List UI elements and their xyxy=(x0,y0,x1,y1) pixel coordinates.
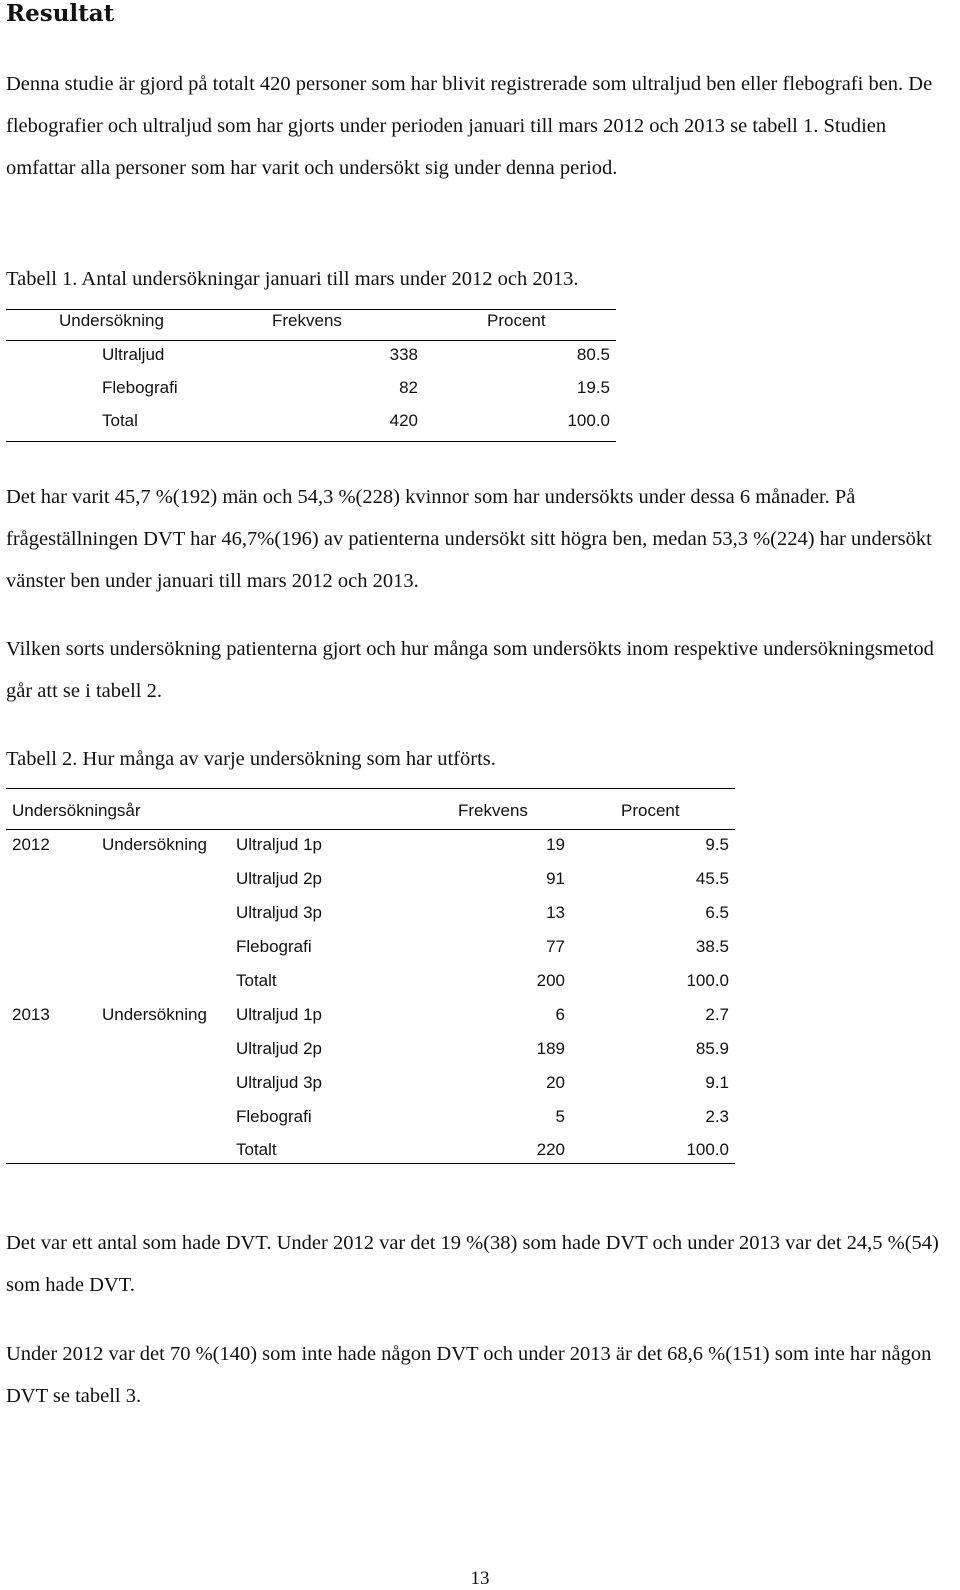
table2-cell-method: Ultraljud 1p xyxy=(236,1005,322,1024)
table2-cell-frekvens: 6 xyxy=(555,1005,565,1024)
table2-cell-method: Totalt xyxy=(236,1140,277,1159)
table2-cell-procent: 100.0 xyxy=(686,971,729,990)
table2-cell-year: 2012 xyxy=(12,835,50,854)
table2-cell-procent: 45.5 xyxy=(695,869,729,888)
table1-header-undersokning: Undersökning xyxy=(59,311,164,330)
table1-cell-frekvens: 420 xyxy=(389,411,418,430)
table2-cell-category: Undersökning xyxy=(102,1005,207,1024)
table2-cell-frekvens: 91 xyxy=(546,869,565,888)
table2-cell-year: 2013 xyxy=(12,1005,50,1024)
table1-header-procent: Procent xyxy=(487,311,546,330)
table2-cell-method: Totalt xyxy=(236,971,277,990)
table2-cell-frekvens: 200 xyxy=(536,971,565,990)
table1-top-rule xyxy=(6,309,616,310)
table1-cell-procent: 80.5 xyxy=(576,345,610,364)
dvt-paragraph: Det var ett antal som hade DVT. Under 2012 var det 19 %(38) som hade DVT och under 2013 var det 24,5 %(54) som hade DVT. xyxy=(6,1232,939,1296)
table2-top-rule xyxy=(6,788,735,789)
table2-cell-procent: 100.0 xyxy=(686,1140,729,1159)
table1-bottom-rule xyxy=(6,441,616,442)
table2-cell-procent: 9.1 xyxy=(705,1073,729,1092)
table2-header-procent: Procent xyxy=(621,801,680,820)
table2-header-frekvens: Frekvens xyxy=(458,801,528,820)
table2-cell-category: Undersökning xyxy=(102,835,207,854)
table2-cell-frekvens: 19 xyxy=(546,835,565,854)
table1-cell-label: Flebografi xyxy=(102,378,178,397)
table2-cell-frekvens: 13 xyxy=(546,903,565,922)
table2-cell-method: Flebografi xyxy=(236,1107,312,1126)
table1-header-rule xyxy=(6,340,616,341)
table1-cell-frekvens: 82 xyxy=(399,378,418,397)
table1-cell-label: Total xyxy=(102,411,138,430)
table1-cell-frekvens: 338 xyxy=(389,345,418,364)
intro-paragraph: Denna studie är gjord på totalt 420 personer som har blivit registrerade som ultraljud ben eller flebografi ben. De flebografier och ultraljud som har gjorts under perioden januari till mars 2012 och 2013 se tabell 1. Studien omfattar alla personer som har varit och undersökt sig under denna period. xyxy=(6,73,933,179)
page-number: 13 xyxy=(470,1568,490,1589)
table2-cell-method: Ultraljud 3p xyxy=(236,1073,322,1092)
table2-cell-procent: 85.9 xyxy=(695,1039,729,1058)
no-dvt-paragraph: Under 2012 var det 70 %(140) som inte hade någon DVT och under 2013 är det 68,6 %(151) som inte har någon DVT se tabell 3. xyxy=(6,1343,932,1407)
section-heading: Resultat xyxy=(6,0,115,27)
method-paragraph: Vilken sorts undersökning patienterna gjort och hur många som undersökts inom respektive undersökningsmetod går att se i tabell 2. xyxy=(6,638,934,702)
table2-cell-procent: 38.5 xyxy=(695,937,729,956)
table2-cell-procent: 6.5 xyxy=(705,903,729,922)
table2-cell-frekvens: 220 xyxy=(536,1140,565,1159)
table1-cell-label: Ultraljud xyxy=(102,345,165,364)
table2-cell-frekvens: 20 xyxy=(546,1073,565,1092)
table2-cell-procent: 2.7 xyxy=(705,1005,729,1024)
table2-cell-procent: 2.3 xyxy=(705,1107,729,1126)
table1-header-frekvens: Frekvens xyxy=(272,311,342,330)
table2-caption: Tabell 2. Hur många av varje undersökning som har utförts. xyxy=(6,748,496,770)
table2-cell-procent: 9.5 xyxy=(705,835,729,854)
table1-cell-procent: 100.0 xyxy=(567,411,610,430)
table2-cell-frekvens: 77 xyxy=(546,937,565,956)
table2-cell-method: Ultraljud 2p xyxy=(236,1039,322,1058)
table1-cell-procent: 19.5 xyxy=(576,378,610,397)
table2-cell-method: Ultraljud 1p xyxy=(236,835,322,854)
table2-cell-frekvens: 5 xyxy=(555,1107,565,1126)
table2-cell-frekvens: 189 xyxy=(536,1039,565,1058)
table2-cell-method: Ultraljud 2p xyxy=(236,869,322,888)
table2-cell-method: Ultraljud 3p xyxy=(236,903,322,922)
table2-header-undersokningsar: Undersökningsår xyxy=(12,801,141,820)
table2-bottom-rule xyxy=(6,1163,735,1164)
table2-header-rule xyxy=(6,829,735,830)
table2-cell-method: Flebografi xyxy=(236,937,312,956)
demographics-paragraph: Det har varit 45,7 %(192) män och 54,3 %(228) kvinnor som har undersökts under dessa 6 månader. På frågeställningen DVT har 46,7%(196) av patienterna undersökt sitt högra ben, medan 53,3 %(224) har undersökt vänster ben under januari till mars 2012 och 2013. xyxy=(6,486,932,592)
table1-caption: Tabell 1. Antal undersökningar januari till mars under 2012 och 2013. xyxy=(6,268,579,290)
